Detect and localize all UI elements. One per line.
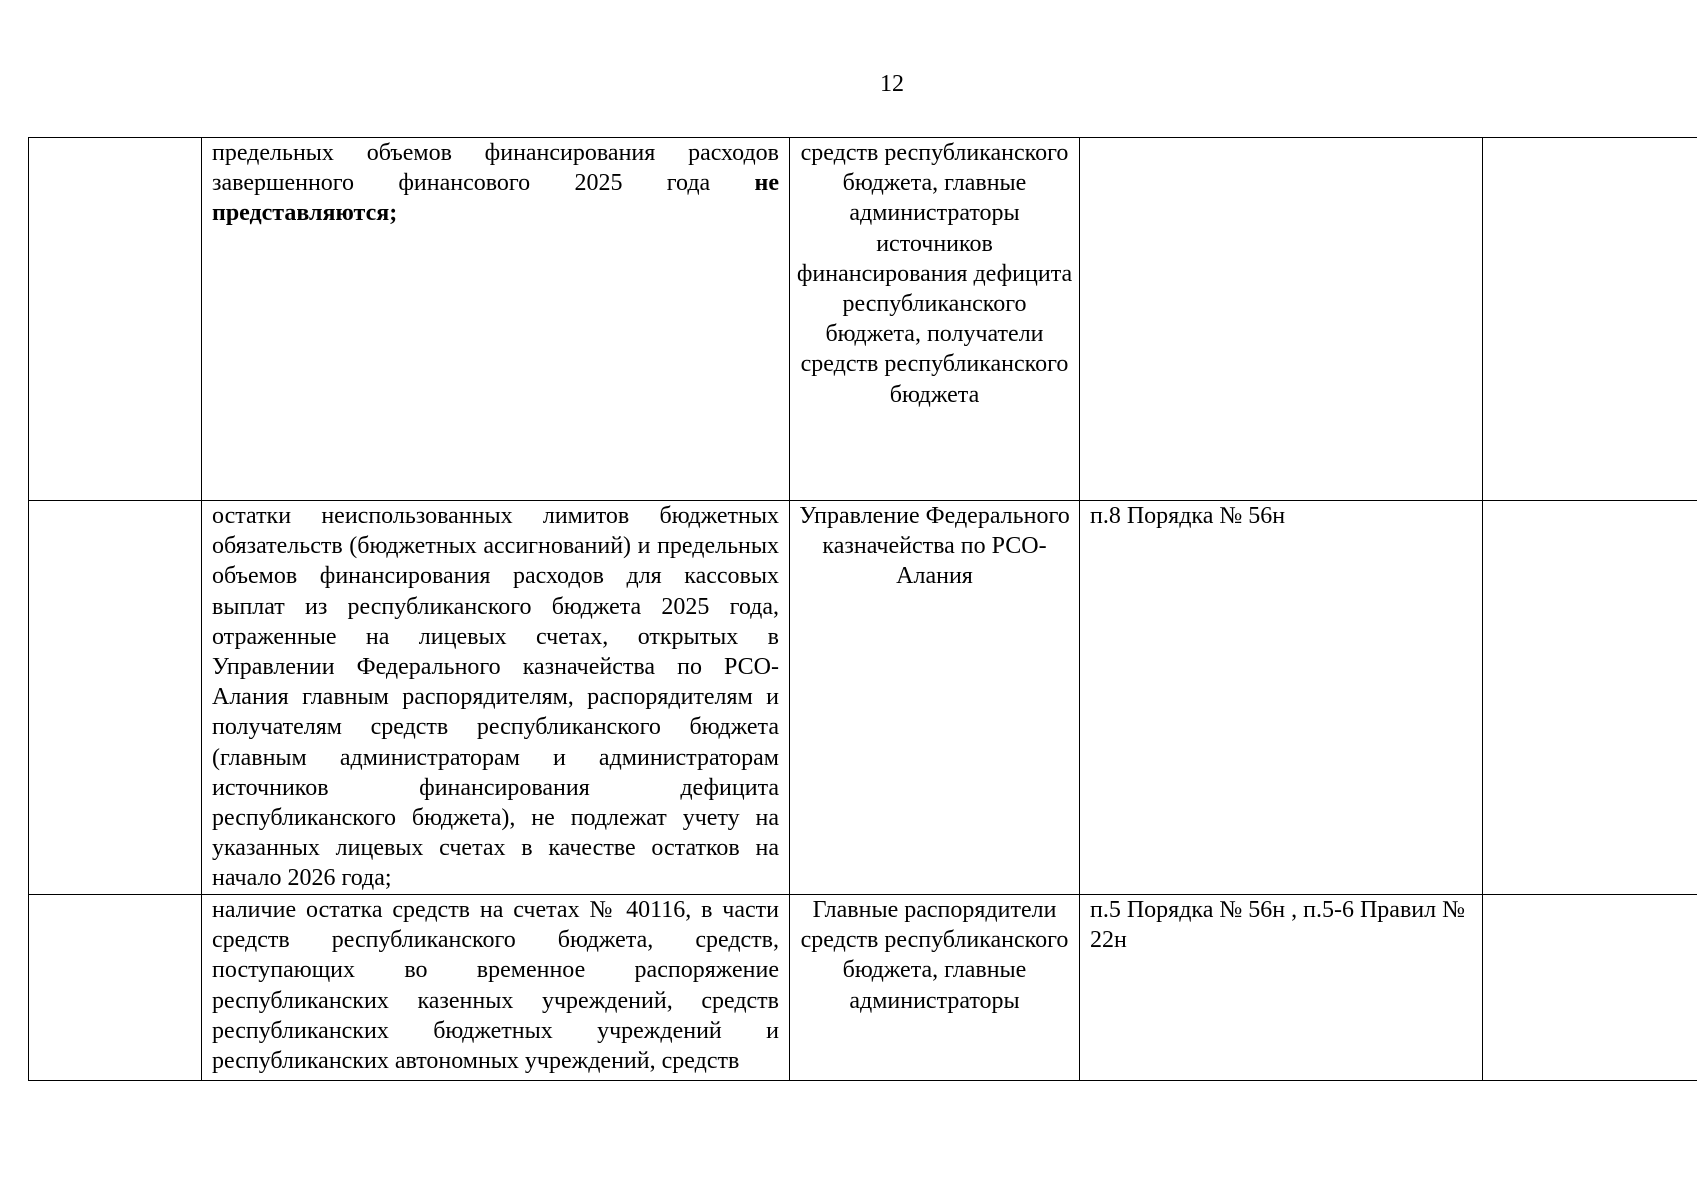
responsible-text: средств республиканского бюджета, главные администраторы источников финансирования дефицита республиканского бюджета, получатели средств республиканского бюджета <box>796 140 1073 408</box>
responsible-cell <box>790 895 1080 1081</box>
content-text-normal: предельных объемов финансирования расходов завершенного финансового 2025 года <box>212 140 779 197</box>
content-cell <box>202 138 790 501</box>
responsible-cell <box>790 138 1080 501</box>
content-text-normal: остатки неиспользованных лимитов бюджетных обязательств (бюджетных ассигнований) и предельных объемов финансирования расходов для кассовых выплат из республиканского бюджета 2025 года, отраженные на лицевых счетах, открытых в Управлении Федерального казначейства по РСО-Алания главным распорядителям, распорядителям и получателям средств республиканского бюджета (главным администраторам и администраторам источников финансирования дефицита республиканского бюджета), не подлежат учету на указанных лицевых счетах в качестве остатков на начало 2026 года; <box>212 503 779 892</box>
requirements-table <box>28 137 1697 1081</box>
note-cell <box>1483 501 1697 895</box>
content-text <box>212 140 779 226</box>
content-cell <box>202 895 790 1081</box>
responsible-text: Главные распорядители средств республиканского бюджета, главные администраторы <box>800 897 1069 1014</box>
table-row <box>29 895 1697 1081</box>
basis-cell <box>1080 895 1483 1081</box>
table-row <box>29 501 1697 895</box>
row-number-cell <box>29 138 202 501</box>
responsible-text: Управление Федерального казначейства по РСО-Алания <box>799 503 1070 590</box>
basis-cell <box>1080 501 1483 895</box>
note-cell <box>1483 895 1697 1081</box>
basis-text: п.8 Порядка № 56н <box>1090 503 1286 529</box>
basis-text: п.5 Порядка № 56н , п.5-6 Правил № 22н <box>1090 897 1465 954</box>
basis-cell <box>1080 138 1483 501</box>
table-row <box>29 138 1697 501</box>
row-number-cell <box>29 501 202 895</box>
content-cell <box>202 501 790 895</box>
page-number: 12 <box>880 71 904 97</box>
responsible-cell <box>790 501 1080 895</box>
note-cell <box>1483 138 1697 501</box>
content-text-bold: не представляются; <box>212 170 779 227</box>
row-number-cell <box>29 895 202 1081</box>
content-text-normal: наличие остатка средств на счетах № 40116, в части средств республиканского бюджета, средств, поступающих во временное распоряжение республиканских казенных учреждений, средств республиканских бюджетных учреждений и республиканских автономных учреждений, средств <box>212 897 779 1075</box>
